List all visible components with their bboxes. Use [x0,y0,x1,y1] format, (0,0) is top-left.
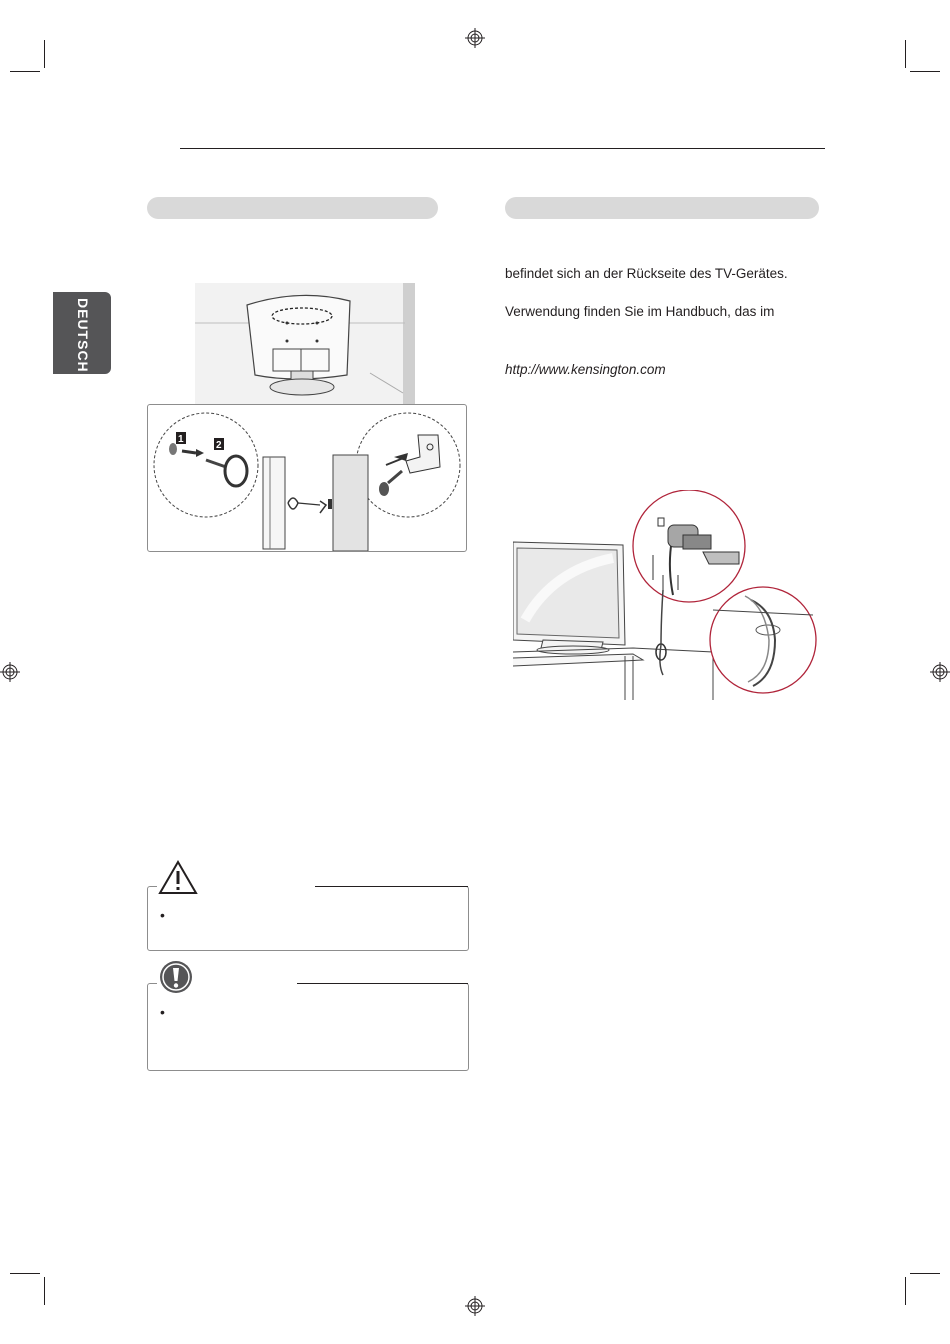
language-tab-label: DEUTSCH [75,298,91,373]
tv-wall-rear-figure [195,283,415,405]
caution-header-rule [315,886,468,887]
step-1-label: 1 [178,434,184,445]
crop-mark [905,1277,906,1305]
section-heading-bar-right [505,197,819,219]
section-heading-bar-left [147,197,438,219]
crop-mark [910,71,940,72]
warning-triangle-icon [158,860,198,896]
crop-mark [44,40,45,68]
crop-mark [10,1273,40,1274]
language-tab [53,292,111,374]
note-header-rule [297,983,468,984]
registration-mark-icon [0,662,20,682]
note-bullet: • [160,1004,165,1020]
kensington-lock-figure [513,490,818,700]
kensington-link[interactable]: http://www.kensington.com [505,362,666,377]
registration-mark-icon [465,28,485,48]
registration-mark-icon [465,1296,485,1316]
step-2-label: 2 [216,440,222,451]
crop-mark [10,71,40,72]
exclamation-circle-icon [159,960,193,994]
header-rule [180,148,825,149]
registration-mark-icon [930,662,950,682]
crop-mark [910,1273,940,1274]
paragraph-line: Verwendung finden Sie im Handbuch, das im [505,304,775,319]
note-box [147,983,469,1071]
paragraph-line: befindet sich an der Rückseite des TV-Gerätes. [505,266,788,281]
wall-fixing-figure [147,404,467,552]
crop-mark [905,40,906,68]
caution-bullet: • [160,907,165,923]
crop-mark [44,1277,45,1305]
